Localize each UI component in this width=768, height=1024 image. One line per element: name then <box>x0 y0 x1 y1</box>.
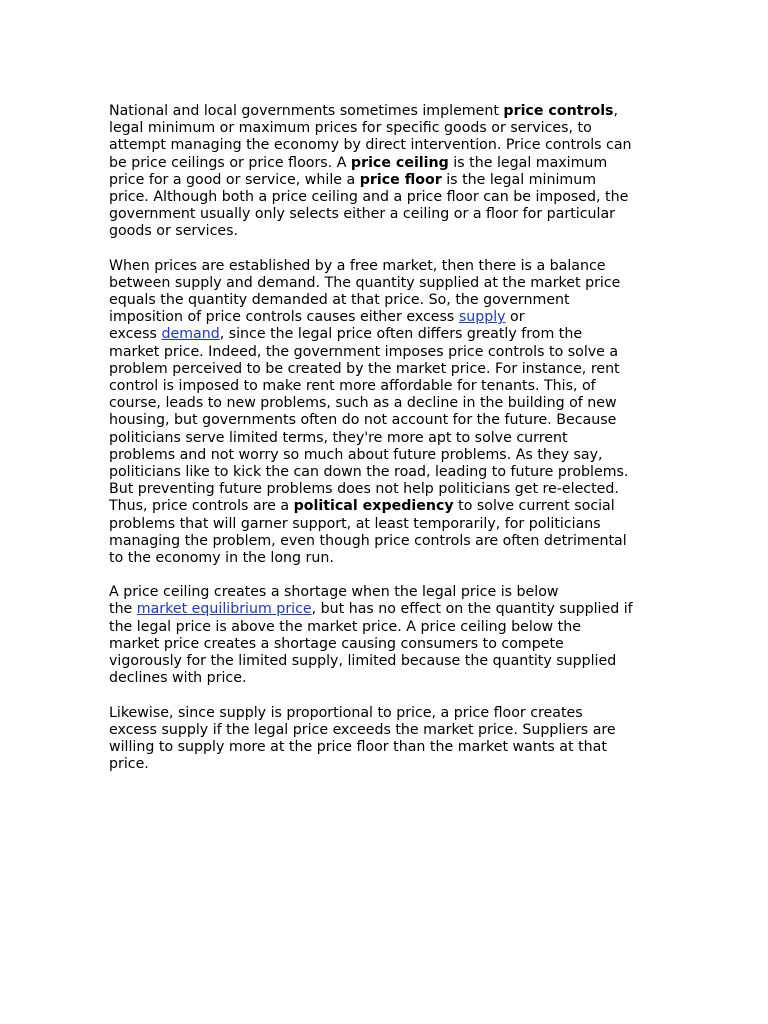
text-line <box>109 722 669 739</box>
text-segment: goods or services. <box>109 223 239 240</box>
text-line <box>109 206 669 223</box>
text-line <box>109 481 669 498</box>
text-segment: politicians like to kick the can down the road, leading to future problems. <box>109 464 629 481</box>
text-line <box>109 189 669 206</box>
bold-term: political expediency <box>293 498 454 515</box>
bold-term: price controls <box>503 103 614 119</box>
text-segment: excess <box>109 326 162 343</box>
text-segment: , since the legal price often differs greatly from the <box>219 326 583 343</box>
text-line <box>109 344 669 361</box>
text-line <box>109 739 669 756</box>
text-segment: between supply and demand. The quantity supplied at the market price <box>109 274 621 291</box>
paragraph <box>109 258 669 568</box>
text-segment: Thus, price controls are a <box>109 498 294 515</box>
text-segment: Likewise, since supply is proportional to price, a price floor creates <box>109 704 583 721</box>
text-line <box>109 292 669 309</box>
text-line <box>109 361 669 378</box>
text-segment: , but has no effect on the quantity supplied if <box>311 601 633 618</box>
text-segment: market price. Indeed, the government imposes price controls to solve a <box>109 343 619 360</box>
text-line <box>109 412 669 429</box>
text-segment: managing the problem, even though price controls are often detrimental <box>109 532 627 549</box>
text-segment: to the economy in the long run. <box>109 550 334 567</box>
text-segment: , <box>613 103 619 119</box>
text-line <box>109 550 669 567</box>
hyperlink[interactable]: demand <box>161 326 220 343</box>
text-line <box>109 601 669 618</box>
text-segment: But preventing future problems does not help politicians get re-elected. <box>109 481 619 498</box>
text-segment: to solve current social <box>453 498 615 515</box>
text-segment: the <box>109 601 137 618</box>
bold-term: price floor <box>359 171 442 188</box>
text-line <box>109 395 669 412</box>
text-line <box>109 155 669 172</box>
text-segment: problems and not worry so much about future problems. As they say, <box>109 446 603 463</box>
text-segment: housing, but governments often do not account for the future. Because <box>109 412 617 429</box>
text-line <box>109 120 669 137</box>
text-line <box>109 636 669 653</box>
text-segment: attempt managing the economy by direct intervention. Price controls can <box>109 137 632 154</box>
text-line <box>109 378 669 395</box>
text-line <box>109 516 669 533</box>
text-line <box>109 533 669 550</box>
text-line <box>109 326 669 343</box>
text-segment: politicians serve limited terms, they're more apt to solve current <box>109 429 568 446</box>
paragraph <box>109 705 669 774</box>
text-segment: willing to supply more at the price floor than the market wants at that <box>109 738 607 755</box>
text-line <box>109 705 669 722</box>
text-segment: A price ceiling creates a shortage when the legal price is below <box>109 584 559 601</box>
text-line <box>109 653 669 670</box>
paragraph <box>109 103 669 241</box>
text-segment: When prices are established by a free market, then there is a balance <box>109 257 606 274</box>
text-line <box>109 430 669 447</box>
text-segment: control is imposed to make rent more affordable for tenants. This, of <box>109 378 596 395</box>
text-segment: imposition of price controls causes either excess <box>109 309 459 326</box>
text-line <box>109 309 669 326</box>
text-line <box>109 172 669 189</box>
text-line <box>109 447 669 464</box>
text-line <box>109 756 669 773</box>
hyperlink[interactable]: market equilibrium price <box>136 601 312 618</box>
text-line <box>109 619 669 636</box>
text-segment: price. Although both a price ceiling and a price floor can be imposed, the <box>109 189 629 206</box>
text-line <box>109 103 669 120</box>
text-segment: price for a good or service, while a <box>109 171 360 188</box>
text-segment: course, leads to new problems, such as a decline in the building of new <box>109 395 617 412</box>
text-segment: is the legal minimum <box>441 171 597 188</box>
document-body <box>109 103 669 790</box>
text-line <box>109 275 669 292</box>
hyperlink[interactable]: supply <box>458 309 506 326</box>
paragraph <box>109 584 669 687</box>
text-line <box>109 498 669 515</box>
text-line <box>109 137 669 154</box>
text-segment: market price creates a shortage causing consumers to compete <box>109 635 564 652</box>
text-segment: be price ceilings or price floors. A <box>109 154 351 171</box>
text-line <box>109 258 669 275</box>
text-segment: vigorously for the limited supply, limited because the quantity supplied <box>109 653 617 670</box>
text-segment: government usually only selects either a ceiling or a floor for particular <box>109 206 615 223</box>
text-segment: declines with price. <box>109 670 247 687</box>
text-segment: is the legal maximum <box>448 154 608 171</box>
text-line <box>109 584 669 601</box>
text-segment: price. <box>109 756 149 773</box>
text-segment: equals the quantity demanded at that price. So, the government <box>109 292 570 309</box>
text-segment: excess supply if the legal price exceeds the market price. Suppliers are <box>109 721 616 738</box>
bold-term: price ceiling <box>350 154 449 171</box>
text-line <box>109 464 669 481</box>
text-segment: problems that will garner support, at least temporarily, for politicians <box>109 515 601 532</box>
text-segment: problem perceived to be created by the market price. For instance, rent <box>109 360 620 377</box>
text-line <box>109 670 669 687</box>
text-line <box>109 223 669 240</box>
text-segment: legal minimum or maximum prices for specific goods or services, to <box>109 120 592 137</box>
text-segment: or <box>505 309 525 326</box>
text-segment: the legal price is above the market price. A price ceiling below the <box>109 618 581 635</box>
text-segment: National and local governments sometimes implement <box>109 103 504 119</box>
